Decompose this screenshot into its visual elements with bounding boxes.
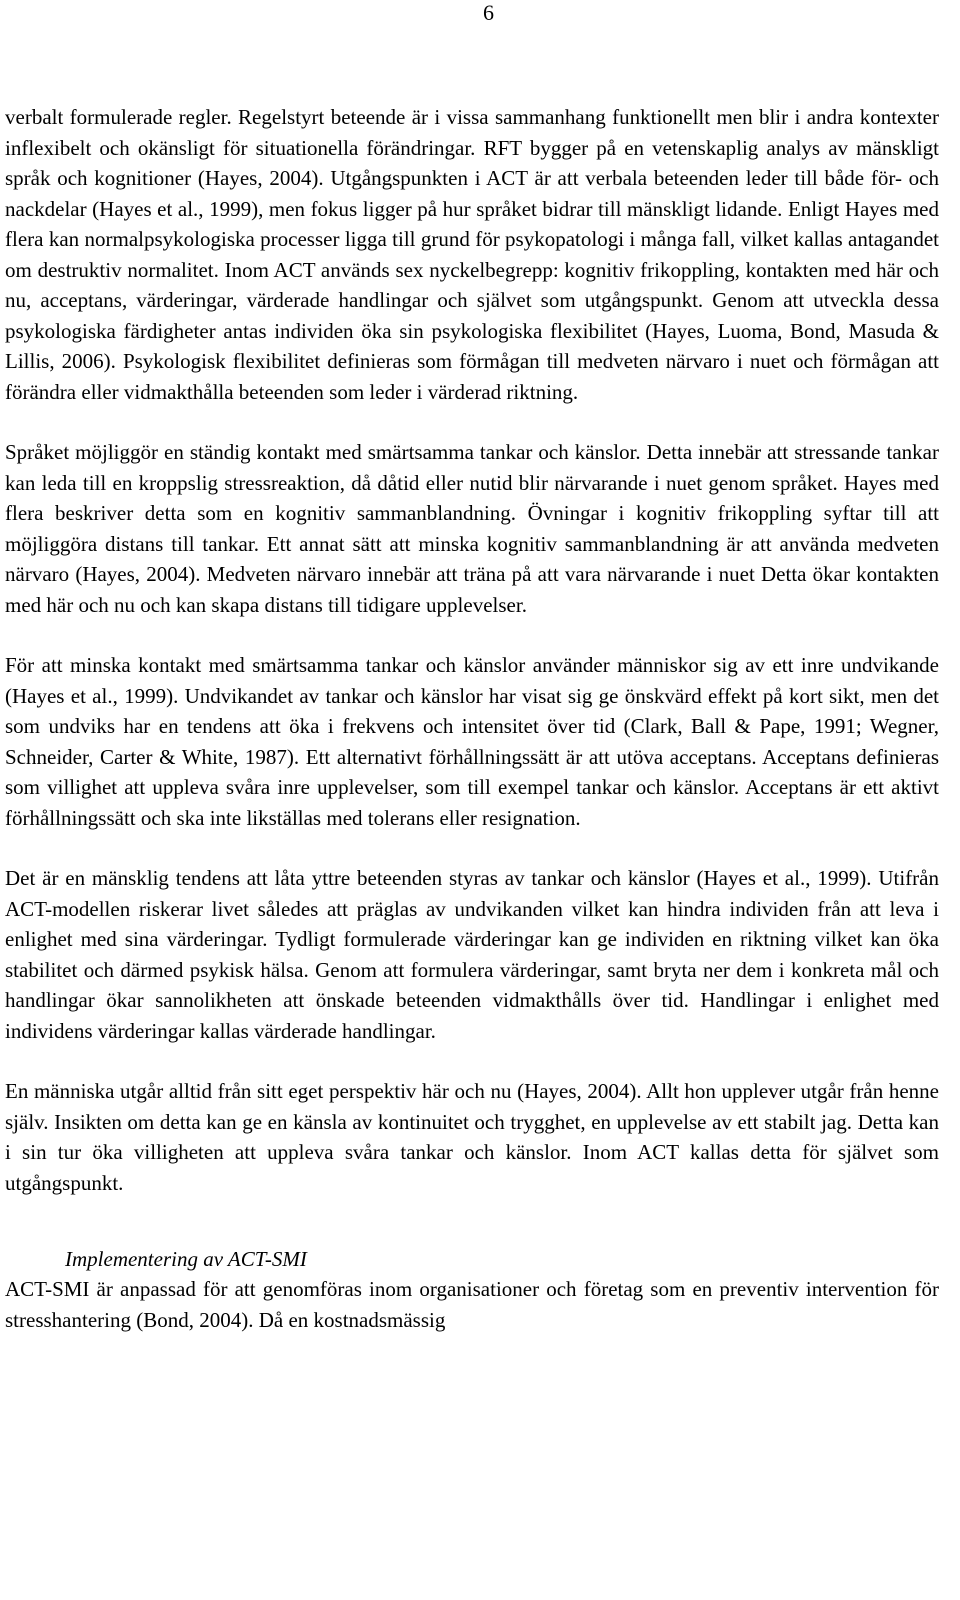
paragraph-language: Språket möjliggör en ständig kontakt med smärtsamma tankar och känslor. Detta innebär att stressande tankar kan leda till en kroppslig stressreaktion, då dåtid eller nutid blir närvarande i nuet genom språket. Hayes med flera beskriver detta som en kognitiv sammanblandning. Övningar i kognitiv frikoppling syftar till att möjliggöra distans till tankar. Ett annat sätt att minska kognitiv sammanblandning är att använda medveten närvaro (Hayes, 2004). Medveten närvaro innebär att träna på att vara närvarande i nuet Detta ökar kontakten med här och nu och kan skapa distans till tidigare upplevelser. xyxy=(5,440,939,617)
paragraph-avoidance: För att minska kontakt med smärtsamma tankar och känslor använder människor sig av ett inre undvikande (Hayes et al., 1999). Undvikandet av tankar och känslor har visat sig ge önskvärd effekt på kort sikt, men det som undviks har en tendens att öka i frekvens och intensitet över tid (Clark, Ball & Pape, 1991; Wegner, Schneider, Carter & White, 1987). Ett alternativt förhållningssätt är att utöva acceptans. Acceptans definieras som villighet att uppleva svåra inre upplevelser, som till exempel tankar och känslor. Acceptans är ett aktivt förhållningssätt och ska inte likställas med tolerans eller resignation. xyxy=(5,653,939,830)
document-body xyxy=(5,102,939,1335)
paragraph-rft: verbalt formulerade regler. Regelstyrt beteende är i vissa sammanhang funktionellt men blir i andra kontexter inflexibelt och okänsligt för situationella förändringar. RFT bygger på en vetenskaplig analys av mänskligt språk och kognitioner (Hayes, 2004). Utgångspunkten i ACT är att verbala beteenden leder till både för- och nackdelar (Hayes et al., 1999), men fokus ligger på hur språket bidrar till mänskligt lidande. Enligt Hayes med flera kan normalpsykologiska processer ligga till grund för psykopatologi i många fall, vilket kallas antagandet om destruktiv normalitet. Inom ACT används sex nyckelbegrepp: kognitiv frikoppling, kontakten med här och nu, acceptans, värderingar, värderade handlingar och självet som utgångspunkt. Genom att utveckla dessa psykologiska färdigheter antas individen öka sin psykologiska flexibilitet (Hayes, Luoma, Bond, Masuda & Lillis, 2006). Psykologisk flexibilitet definieras som förmågan till medveten närvaro i nuet och förmågan att förändra eller vidmakthålla beteenden som leder i värderad riktning. xyxy=(5,105,939,404)
paragraph-self: En människa utgår alltid från sitt eget perspektiv här och nu (Hayes, 2004). Allt hon upplever utgår från henne själv. Insikten om detta kan ge en känsla av kontinuitet och trygghet, en upplevelse av ett stabilt jag. Detta kan i sin tur öka villigheten att uppleva svåra tankar och känslor. Inom ACT kallas detta för självet som utgångspunkt. xyxy=(5,1079,939,1195)
section-heading: Implementering av ACT-SMI xyxy=(65,1247,307,1271)
paragraph-implementation: ACT-SMI är anpassad för att genomföras inom organisationer och företag som en preventiv intervention för stresshantering (Bond, 2004). Då en kostnadsmässig xyxy=(5,1277,939,1332)
page-number: 6 xyxy=(483,0,494,25)
paragraph-values: Det är en mänsklig tendens att låta yttre beteenden styras av tankar och känslor (Hayes et al., 1999). Utifrån ACT-modellen riskerar livet således att präglas av undvikanden vilket kan hindra individen från att leva i enlighet med sina värderingar. Tydligt formulerade värderingar kan ge individen en riktning vilket kan öka stabilitet och därmed psykisk hälsa. Genom att formulera värderingar, samt bryta ner dem i konkreta mål och handlingar ökar sannolikheten att önskade beteenden vidmakthålls över tid. Handlingar i enlighet med individens värderingar kallas värderade handlingar. xyxy=(5,866,939,1043)
